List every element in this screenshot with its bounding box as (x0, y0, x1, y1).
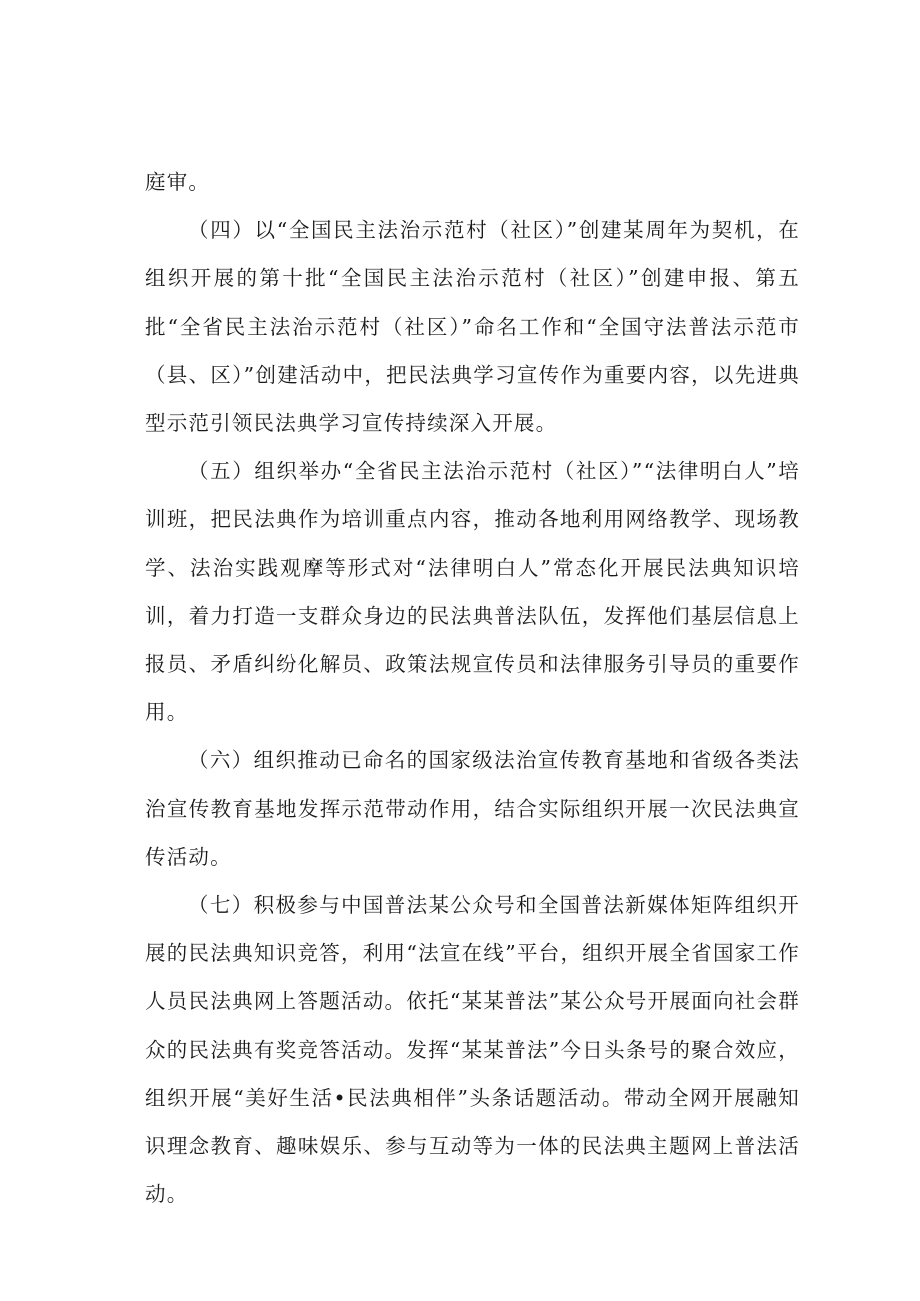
paragraph-continuation: 庭审。 (145, 170, 211, 194)
paragraph-item-7: （七）积极参与中国普法某公众号和全国普法新媒体矩阵组织开展的民法典知识竞答，利用“法宣在线”平台，组织开展全省国家工作人员民法典网上答题活动。依托“某某普法”某公众号开展面向社会群众的民法典有奖竞答活动。发挥“某某普法”今日头条号的聚合效应，组织开展“美好生活•民法典相伴”头条话题活动。带动全网开展融知识理念教育、趣味娱乐、参与互动等为一体的民法典主题网上普法活动。 (145, 893, 800, 1207)
document-page (145, 158, 800, 1218)
paragraph-item-5: （五）组织举办“全省民主法治示范村（社区）”“法律明白人”培训班，把民法典作为培训重点内容，推动各地利用网络教学、现场教学、法治实践观摩等形式对“法律明白人”常态化开展民法典知识培训，着力打造一支群众身边的民法典普法队伍，发挥他们基层信息上报员、矛盾纠纷化解员、政策法规宣传员和法律服务引导员的重要作用。 (145, 459, 800, 725)
paragraph-item-4: （四）以“全国民主法治示范村（社区）”创建某周年为契机，在组织开展的第十批“全国民主法治示范村（社区）”创建申报、第五批“全省民主法治示范村（社区）”命名工作和“全国守法普法示范市（县、区）”创建活动中，把民法典学习宣传作为重要内容，以先进典型示范引领民法典学习宣传持续深入开展。 (145, 218, 800, 436)
paragraph-item-6: （六）组织推动已命名的国家级法治宣传教育基地和省级各类法治宣传教育基地发挥示范带动作用，结合实际组织开展一次民法典宣传活动。 (145, 748, 800, 869)
